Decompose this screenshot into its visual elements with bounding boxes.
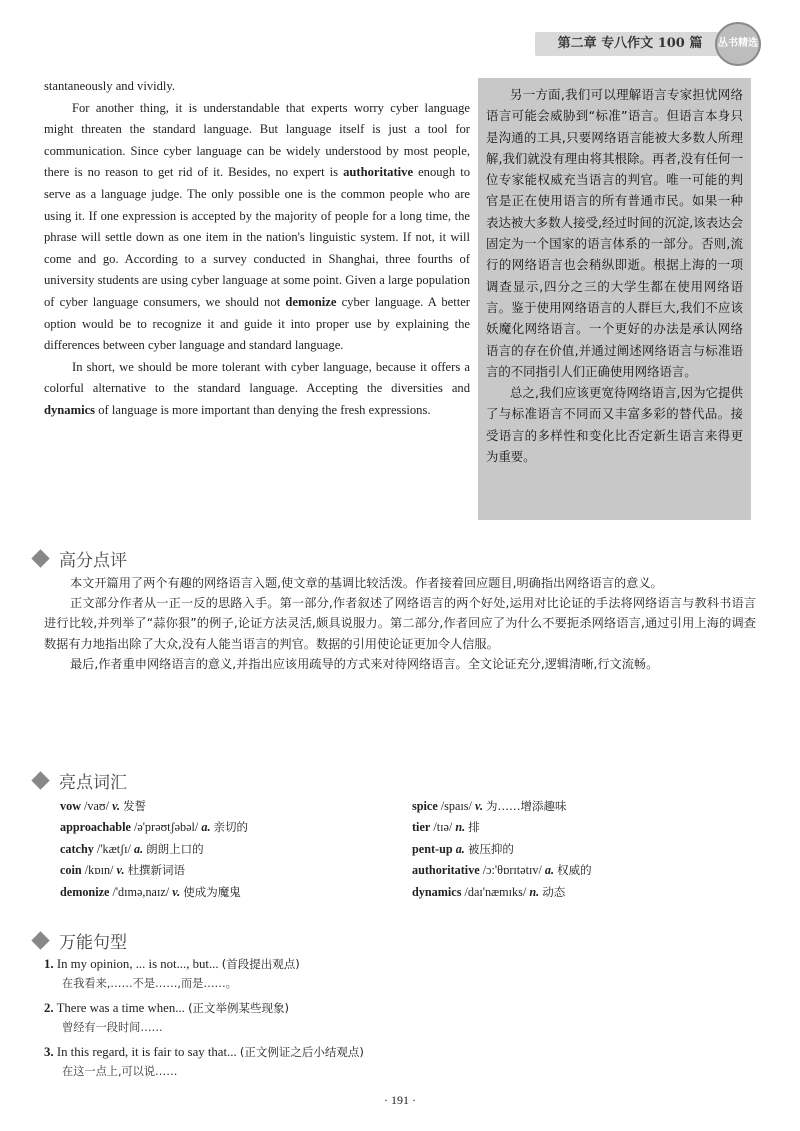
vocab-item: pent-up a. 被压抑的: [412, 841, 514, 856]
vocab-item: catchy /'kætʃɪ/ a. 朗朗上口的: [60, 841, 204, 856]
review-paragraph: 正文部分作者从一正一反的思路入手。第一部分,作者叙述了网络语言的两个好处,运用对比论证的手法将网络语言与教科书语言进行比较,并列举了“蒜你狠”的例子,论证方法灵活,颇具说服力。第二部分,作者回应了为什么不要扼杀网络语言,通过引用上海的调查数据有力地指出除了大众,没有人能当语言的判官。数据的引用使论证更加令人信服。: [44, 596, 756, 651]
series-badge-icon: 丛书精选: [715, 22, 761, 66]
diamond-bullet-icon: [31, 931, 49, 949]
essay-chinese-translation: [478, 78, 751, 520]
vocab-item: approachable /ə'prəʊtʃəbəl/ a. 亲切的: [60, 820, 249, 835]
sentence-item: 3. In this regard, it is fair to say that... (正文例证之后小结观点) 在这一点上,可以说……: [44, 1042, 744, 1082]
essay-english: [44, 76, 470, 422]
vocab-item: dynamics /daɪ'næmɪks/ n. 动态: [412, 884, 566, 899]
translation-paragraph: 另一方面,我们可以理解语言专家担忧网络语言可能会威胁到“标准”语言。但语言本身只是沟通的工具,只要网络语言能被大多数人所理解,我们就没有理由将其根除。再者,没有任何一位专家能权威充当语言的判官。唯一可能的判官是正在使用语言的所有普通市民。如果一种表达被大多数人接受,经过时间的沉淀,该表达会固定为一个国家的语言体系的一部分。否则,流行的网络语言也会稍纵即逝。根据上海的一项调查显示,四分之三的大学生都在使用网络语言。鉴于使用网络语言的人群巨大,我们不应该妖魔化网络语言。一个更好的办法是承认网络语言的存在价值,并通过阐述网络语言与标准语言的不同指引人们正确使用网络语言。: [486, 87, 743, 379]
review-paragraph: 本文开篇用了两个有趣的网络语言入题,使文章的基调比较活泼。作者接着回应题目,明确指出网络语言的意义。: [70, 576, 663, 590]
review-body: [44, 573, 756, 674]
sentence-translation: 在这一点上,可以说……: [62, 1065, 178, 1078]
sentence-item: 1. In my opinion, ... is not..., but... (首段提出观点) 在我看来,……不是……,而是……。: [44, 954, 744, 994]
highlight-word: dynamics: [44, 402, 96, 417]
vocab-item: vow /vaʊ/ v. 发誓: [60, 799, 147, 813]
sentence-translation: 曾经有一段时间……: [62, 1021, 163, 1034]
vocab-item: demonize /'dɪmə,naɪz/ v. 使成为魔鬼: [60, 884, 241, 899]
translation-paragraph: 总之,我们应该更宽待网络语言,因为它提供了与标准语言不同而又丰富多彩的替代品。接受语言的多样性和变化比否定新生语言来得更为重要。: [486, 385, 743, 465]
diamond-bullet-icon: [31, 771, 49, 789]
chapter-title: 第二章 专八作文 100 篇: [535, 32, 725, 56]
vocab-column-left: [60, 796, 248, 903]
page-number: · 191 ·: [384, 1093, 416, 1107]
sentence-translation: 在我看来,……不是……,而是……。: [62, 977, 237, 990]
essay-paragraph: For another thing, it is understandable that experts worry cyber language might threaten the standard language. But language itself is just a tool for communication. Since cyber language can be widely understood by most people, there is no reason to get rid of it. Besides, no expert is authoritative enough to serve as a language judge. The only possible one is the common people who are using it. If one expression is accepted by the majority of people for a long time, the phrase will settle down as one item in the nation's linguistic system. If not, it will come and go. According to a survey conducted in Shanghai, three fourths of university students are using cyber language at some point. Given a large population of cyber language consumers, we should not demonize cyber language. A better option would be to recognize it and guide it into proper use by explaining the differences between cyber language and standard language.: [44, 100, 470, 353]
page-header: [520, 22, 770, 58]
sentences-section-title: 万能句型: [34, 928, 127, 953]
vocab-item: spice /spaɪs/ v. 为……增添趣味: [412, 799, 567, 813]
vocab-column-right: [412, 796, 592, 903]
diamond-bullet-icon: [31, 549, 49, 567]
vocab-item: tier /tɪə/ n. 排: [412, 820, 480, 835]
vocab-section-title: 亮点词汇: [34, 768, 127, 793]
vocab-item: authoritative /ɔ:'θɒrɪtətɪv/ a. 权威的: [412, 863, 592, 878]
review-section-title: 高分点评: [34, 546, 127, 571]
sentence-patterns: [44, 954, 744, 1086]
sentence-item: 2. There was a time when... (正文举例某些现象) 曾经有一段时间……: [44, 998, 744, 1038]
vocab-item: coin /kɒɪn/ v. 杜撰新词语: [60, 863, 186, 878]
essay-paragraph: In short, we should be more tolerant with cyber language, because it offers a colorful alternative to the standard language. Accepting the diversities and dynamics of language is more important than denying the fresh expressions.: [44, 359, 470, 417]
highlight-word: authoritative: [343, 165, 414, 180]
essay-paragraph: stantaneously and vividly.: [44, 79, 176, 93]
review-paragraph: 最后,作者重申网络语言的意义,并指出应该用疏导的方式来对待网络语言。全文论证充分,逻辑清晰,行文流畅。: [70, 656, 659, 671]
highlight-word: demonize: [285, 294, 337, 309]
